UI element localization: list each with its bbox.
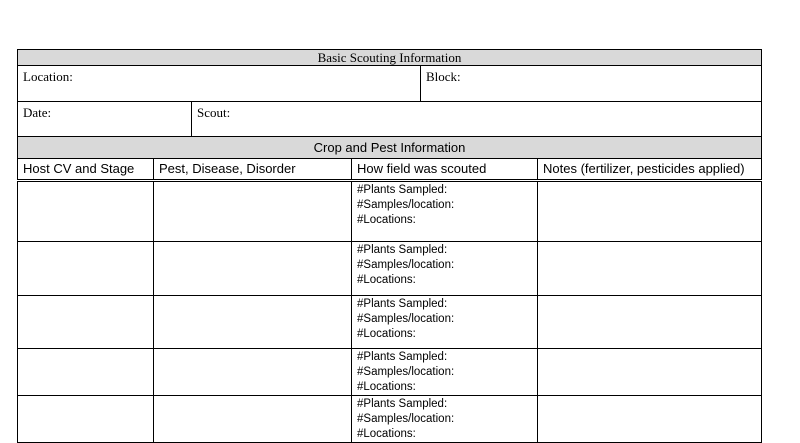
pest-cell[interactable] [154, 242, 352, 296]
table-row [18, 396, 762, 443]
host-cell[interactable] [18, 349, 154, 396]
host-cell[interactable] [18, 396, 154, 443]
scouted-cell[interactable] [352, 242, 538, 296]
scout-field[interactable]: Scout: [192, 102, 762, 137]
table-row [18, 349, 762, 396]
table-row [18, 242, 762, 296]
samples-location-label: #Samples/location: [357, 313, 455, 325]
date-field[interactable]: Date: [18, 102, 192, 137]
locations-label: #Locations: [357, 381, 416, 393]
notes-cell[interactable] [538, 242, 762, 296]
plants-sampled-label: #Plants Sampled: [357, 244, 448, 256]
location-field[interactable]: Location: [18, 66, 421, 102]
samples-location-label: #Samples/location: [357, 413, 455, 425]
column-header-pest: Pest, Disease, Disorder [154, 159, 352, 181]
column-header-host: Host CV and Stage [18, 159, 154, 181]
notes-cell[interactable] [538, 181, 762, 242]
samples-location-label: #Samples/location: [357, 366, 455, 378]
scouting-form [17, 49, 761, 443]
scouted-cell[interactable] [352, 396, 538, 443]
plants-sampled-label: #Plants Sampled: [357, 398, 448, 410]
scouted-cell[interactable] [352, 181, 538, 242]
column-header-notes: Notes (fertilizer, pesticides applied) [538, 159, 762, 181]
crop-pest-header: Crop and Pest Information [18, 137, 762, 159]
block-field[interactable]: Block: [421, 66, 762, 102]
table-row [18, 296, 762, 349]
plants-sampled-label: #Plants Sampled: [357, 351, 448, 363]
host-cell[interactable] [18, 242, 154, 296]
basic-info-header: Basic Scouting Information [18, 50, 762, 66]
samples-location-label: #Samples/location: [357, 259, 455, 271]
crop-pest-table [17, 136, 762, 443]
notes-cell[interactable] [538, 396, 762, 443]
notes-cell[interactable] [538, 296, 762, 349]
scouted-cell[interactable] [352, 296, 538, 349]
pest-cell[interactable] [154, 396, 352, 443]
locations-label: #Locations: [357, 428, 416, 440]
locations-label: #Locations: [357, 214, 416, 226]
column-header-scouted: How field was scouted [352, 159, 538, 181]
host-cell[interactable] [18, 296, 154, 349]
basic-info-table [17, 49, 762, 137]
plants-sampled-label: #Plants Sampled: [357, 184, 448, 196]
plants-sampled-label: #Plants Sampled: [357, 298, 448, 310]
locations-label: #Locations: [357, 328, 416, 340]
host-cell[interactable] [18, 181, 154, 242]
table-row [18, 181, 762, 242]
notes-cell[interactable] [538, 349, 762, 396]
pest-cell[interactable] [154, 296, 352, 349]
pest-cell[interactable] [154, 349, 352, 396]
locations-label: #Locations: [357, 274, 416, 286]
pest-cell[interactable] [154, 181, 352, 242]
samples-location-label: #Samples/location: [357, 199, 455, 211]
scouted-cell[interactable] [352, 349, 538, 396]
